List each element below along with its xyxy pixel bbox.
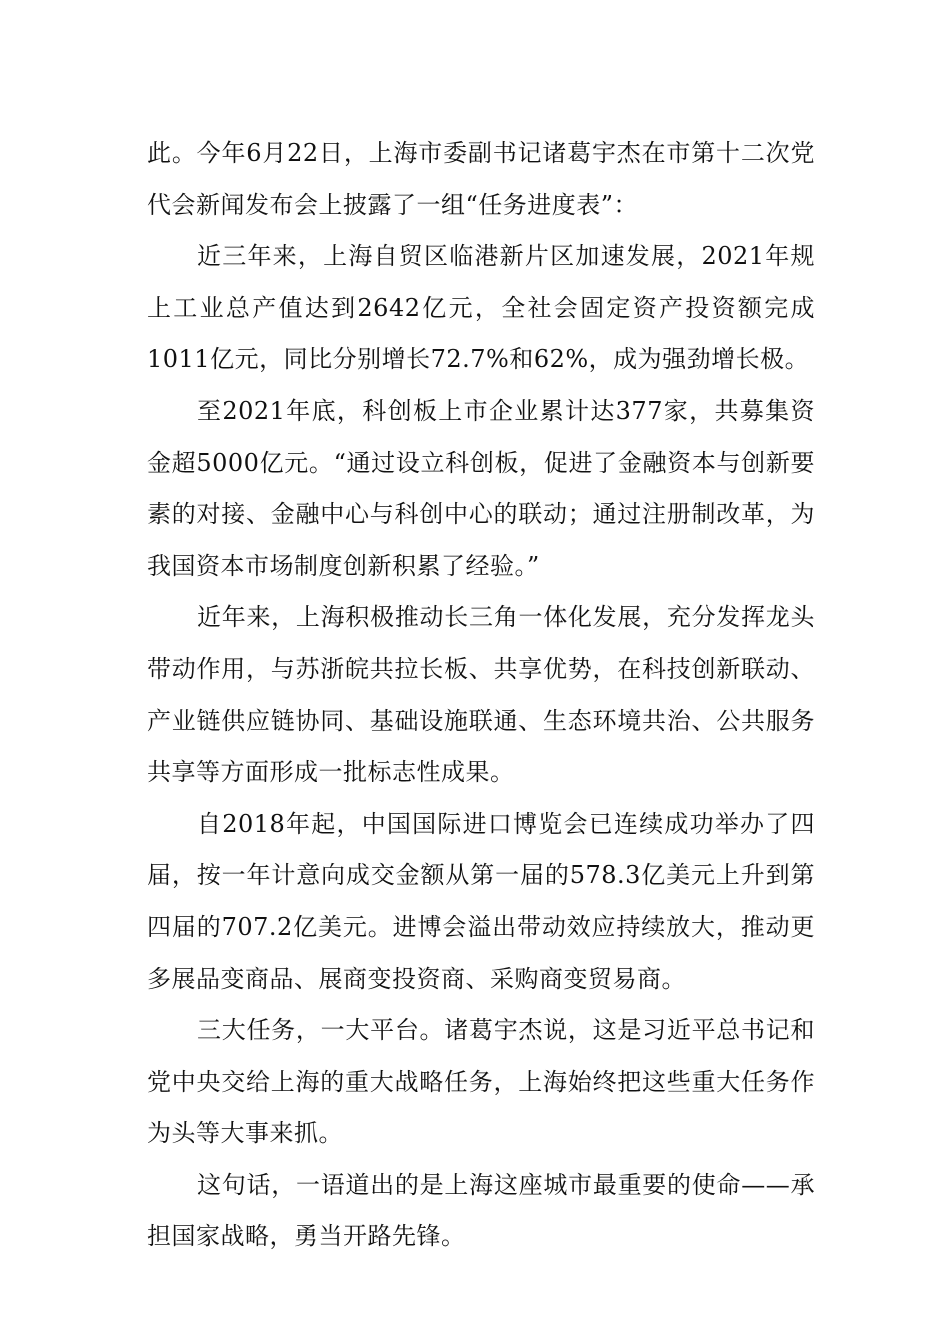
paragraph-5: 自2018年起，中国国际进口博览会已连续成功举办了四届，按一年计意向成交金额从第一届的578.3亿美元上升到第四届的707.2亿美元。进博会溢出带动效应持续放大，推动更多展品变商品、展商变投资商、采购商变贸易商。	[147, 809, 815, 993]
paragraph-4: 近年来，上海积极推动长三角一体化发展，充分发挥龙头带动作用，与苏浙皖共拉长板、共享优势，在科技创新联动、产业链供应链协同、基础设施联通、生态环境共治、公共服务共享等方面形成一批标志性成果。	[147, 603, 815, 787]
paragraph-1: 此。今年6月22日，上海市委副书记诸葛宇杰在市第十二次党代会新闻发布会上披露了一组“任务进度表”：	[147, 139, 815, 219]
paragraph-7: 这句话，一语道出的是上海这座城市最重要的使命——承担国家战略，勇当开路先锋。	[147, 1170, 815, 1251]
paragraph-6: 三大任务，一大平台。诸葛宇杰说，这是习近平总书记和党中央交给上海的重大战略任务，上海始终把这些重大任务作为头等大事来抓。	[147, 1016, 815, 1148]
document-body	[147, 128, 815, 1263]
paragraph-3: 至2021年底，科创板上市企业累计达377家，共募集资金超5000亿元。“通过设立科创板，促进了金融资本与创新要素的对接、金融中心与科创中心的联动；通过注册制改革，为我国资本市场制度创新积累了经验。”	[147, 396, 815, 580]
paragraph-2: 近三年来，上海自贸区临港新片区加速发展，2021年规上工业总产值达到2642亿元，全社会固定资产投资额完成1011亿元，同比分别增长72.7%和62%，成为强劲增长极。	[147, 242, 815, 374]
